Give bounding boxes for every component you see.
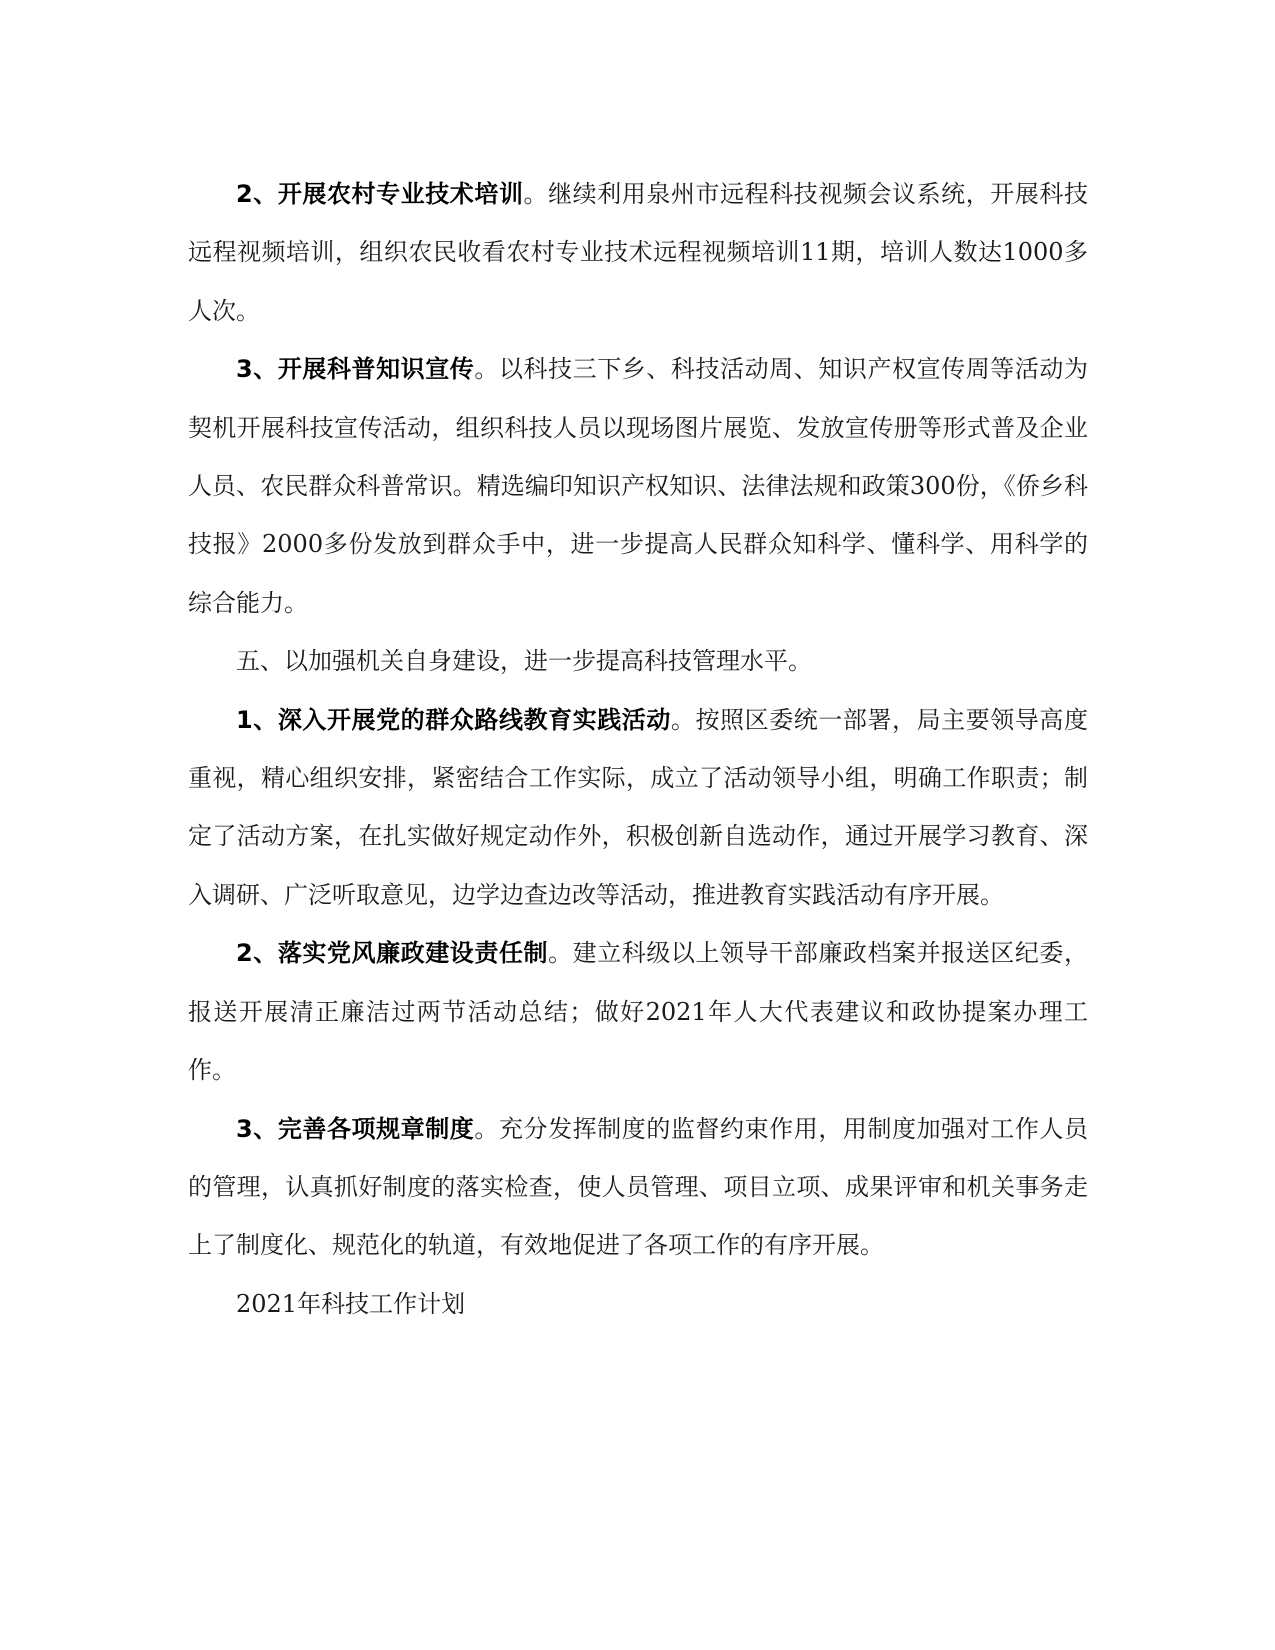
paragraph-text: 。以科技三下乡、科技活动周、知识产权宣传周等活动为契机开展科技宣传活动，组织科技人员以现场图片展览、发放宣传册等形式普及企业人员、农民群众科普常识。精选编印知识产权知识、法律法规和政策300份，《侨乡科技报》2000多份发放到群众手中，进一步提高人民群众知科学、懂科学、用科学的综合能力。	[188, 355, 1088, 617]
paragraph-rural-training	[188, 165, 1088, 340]
paragraph-text: 。建立科级以上领导干部廉政档案并报送区纪委，报送开展清正廉洁过两节活动总结；做好2021年人大代表建议和政协提案办理工作。	[188, 939, 1088, 1085]
paragraph-mass-line-education	[188, 691, 1088, 925]
paragraph-lead: 2、落实党风廉政建设责任制	[236, 939, 549, 968]
paragraph-integrity-responsibility	[188, 924, 1088, 1099]
paragraph-science-publicity	[188, 340, 1088, 632]
section-heading-five	[188, 632, 1088, 690]
paragraph-lead: 1、深入开展党的群众路线教育实践活动	[236, 705, 671, 734]
paragraph-lead: 3、开展科普知识宣传	[236, 355, 475, 384]
paragraph-text: 。按照区委统一部署，局主要领导高度重视，精心组织安排，紧密结合工作实际，成立了活动领导小组，明确工作职责；制定了活动方案，在扎实做好规定动作外，积极创新自选动作，通过开展学习教育、深入调研、广泛听取意见，边学边查边改等活动，推进教育实践活动有序开展。	[188, 705, 1089, 909]
paragraph-lead: 2、开展农村专业技术培训	[236, 180, 524, 208]
section-heading-work-plan	[188, 1275, 1088, 1333]
paragraph-text: 五、以加强机关自身建设，进一步提高科技管理水平。	[236, 647, 812, 676]
paragraph-text: 。继续利用泉州市远程科技视频会议系统，开展科技远程视频培训，组织农民收看农村专业技术远程视频培训11期，培训人数达1000多人次。	[188, 180, 1089, 325]
paragraph-text: 。充分发挥制度的监督约束作用，用制度加强对工作人员的管理，认真抓好制度的落实检查，使人员管理、项目立项、成果评审和机关事务走上了制度化、规范化的轨道，有效地促进了各项工作的有序开展。	[188, 1114, 1088, 1260]
paragraph-rules-regulations	[188, 1100, 1088, 1275]
paragraph-lead: 3、完善各项规章制度	[236, 1114, 475, 1143]
document-body	[188, 165, 1088, 1333]
paragraph-text: 2021年科技工作计划	[236, 1289, 466, 1318]
